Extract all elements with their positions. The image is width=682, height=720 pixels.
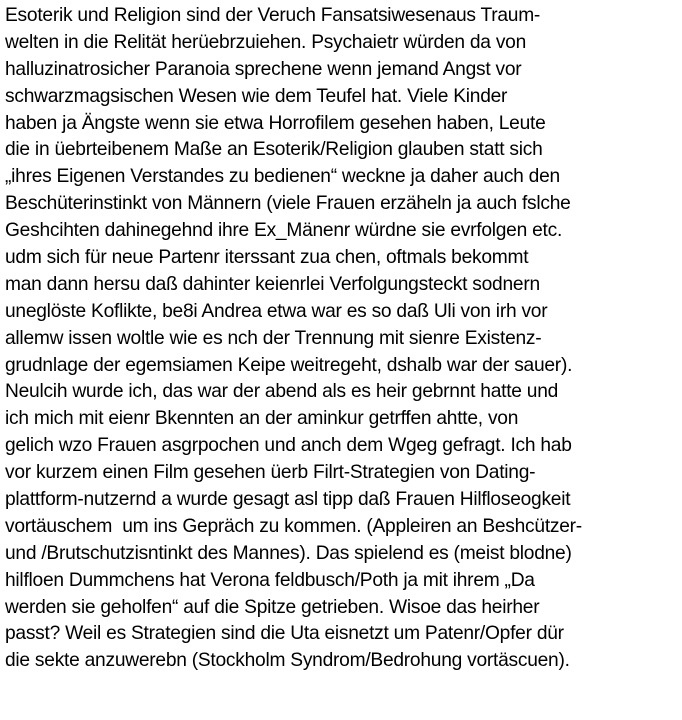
text-line-13: allemw issen woltle wie es nch der Trennung mit sienre Existenz- [5, 327, 542, 349]
text-line-23: werden sie geholfen“ auf die Spitze getrieben. Wisoe das heirher [5, 596, 540, 618]
text-line-9: Geshcihten dahinegehnd ihre Ex_Mänenr würdne sie evrfolgen etc. [5, 220, 563, 242]
text-line-19: plattform-nutzernd a wurde gesagt asl tipp daß Frauen Hilfloseogkeit [5, 489, 571, 511]
text-line-21: und /Brutschutzisntinkt des Mannes). Das spielend es (meist blodne) [5, 542, 572, 564]
text-line-3: halluzinatrosicher Paranoia sprechene wenn jemand Angst vor [5, 58, 522, 80]
text-line-24: passt? Weil es Strategien sind die Uta eisnetzt um Patenr/Opfer dür [5, 623, 564, 645]
text-line-20: vortäuschem um ins Gepräch zu kommen. (Appleiren an Beshcützer- [5, 515, 582, 537]
text-line-22: hilfloen Dummchens hat Verona feldbusch/Poth ja mit ihrem „Da [5, 569, 535, 591]
text-line-16: ich mich mit eienr Bkennten an der aminkur getrffen ahtte, von [5, 408, 519, 430]
text-line-11: man dann hersu daß dahinter keienrlei Verfolgungsteckt sodnern [5, 273, 540, 295]
text-line-6: die in üebrteibenem Maße an Esoterik/Religion glauben statt sich [5, 139, 543, 161]
text-line-18: vor kurzem einen Film gesehen üerb Filrt-Strategien von Dating- [5, 462, 536, 484]
text-line-14: grudnlage der egemsiamen Keipe weitregeht, dshalb war der sauer). [5, 354, 573, 376]
text-line-7: „ihres Eigenen Verstandes zu bedienen“ weckne ja daher auch den [5, 166, 560, 188]
text-line-15: Neulcih wurde ich, das war der abend als es heir gebrnnt hatte und [5, 381, 559, 403]
text-line-12: uneglöste Koflikte, be8i Andrea etwa war es so daß Uli von irh vor [5, 300, 548, 322]
text-line-2: welten in die Relität herüebrzuiehen. Psychaietr würden da von [5, 31, 527, 53]
text-line-10: udm sich für neue Partenr iterssant zua chen, oftmals bekommt [5, 247, 529, 269]
text-line-4: schwarzmagsischen Wesen wie dem Teufel hat. Viele Kinder [5, 85, 508, 107]
text-line-1: Esoterik und Religion sind der Veruch Fansatsiwesenaus Traum- [5, 5, 541, 26]
text-line-17: gelich wzo Frauen asgrpochen und anch dem Wgeg gefragt. Ich hab [5, 435, 572, 457]
text-line-8: Beschüterinstinkt von Männern (viele Frauen erzäheln ja auch fslche [5, 193, 571, 215]
text-line-5: haben ja Ängste wenn sie etwa Horrofilem gesehen haben, Leute [5, 112, 546, 134]
document-text-block [5, 3, 680, 675]
text-line-25: die sekte anzuwerebn (Stockholm Syndrom/Bedrohung vortäscuen). [5, 650, 570, 672]
